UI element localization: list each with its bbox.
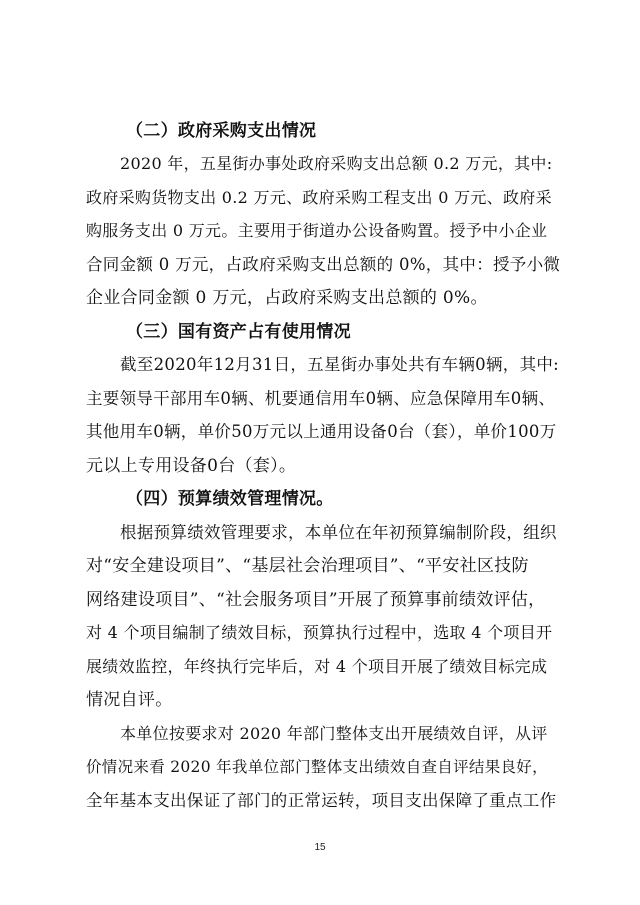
paragraph-line: 情况自评。 <box>86 690 173 710</box>
page-number: 15 <box>314 842 326 853</box>
paragraph-line: 本单位按要求对 2020 年部门整体支出开展绩效自评，从评 <box>120 724 548 743</box>
paragraph-line: 购服务支出 0 万元。主要用于街道办公设备购置。授予中小企业 <box>86 221 548 240</box>
section-heading-assets: （三）国有资产占有使用情况 <box>126 322 351 342</box>
section-heading-procurement: （二）政府采购支出情况 <box>126 121 317 141</box>
paragraph-line: 全年基本支出保证了部门的正常运转，项目支出保障了重点工作 <box>86 791 557 810</box>
paragraph-line: 政府采购货物支出 0.2 万元、政府采购工程支出 0 万元、政府采 <box>86 188 552 207</box>
paragraph-line: 主要领导干部用车0辆、机要通信用车0辆、应急保障用车0辆、 <box>86 389 556 408</box>
paragraph-line: 其他用车0辆，单价50万元以上通用设备0台（套），单价100万 <box>86 422 557 441</box>
section-heading-performance: （四）预算绩效管理情况。 <box>126 489 334 509</box>
paragraph-line: 网络建设项目”、“社会服务项目”开展了预算事前绩效评估， <box>86 590 546 610</box>
paragraph-line: 截至2020年12月31日，五星街办事处共有车辆0辆，其中: <box>120 355 560 374</box>
paragraph-line: 对“安全建设项目”、“基层社会治理项目”、“平安社区技防 <box>86 556 529 576</box>
paragraph-line: 元以上专用设备0台（套）。 <box>86 456 297 476</box>
paragraph-line: 合同金额 0 万元，占政府采购支出总额的 0%，其中：授予小微 <box>86 255 561 274</box>
paragraph-line: 展绩效监控，年终执行完毕后，对 4 个项目开展了绩效目标完成 <box>86 657 548 676</box>
paragraph-line: 价情况来看 2020 年我单位部门整体支出绩效自查自评结果良好， <box>86 758 548 776</box>
paragraph-line: 对 4 个项目编制了绩效目标，预算执行过程中，选取 4 个项目开 <box>86 623 553 642</box>
paragraph-line: 根据预算绩效管理要求，本单位在年初预算编制阶段，组织 <box>120 523 557 542</box>
paragraph-line: 企业合同金额 0 万元，占政府采购支出总额的 0%。 <box>86 288 488 308</box>
paragraph-line: 2020 年，五星街办事处政府采购支出总额 0.2 万元，其中: <box>120 154 553 173</box>
